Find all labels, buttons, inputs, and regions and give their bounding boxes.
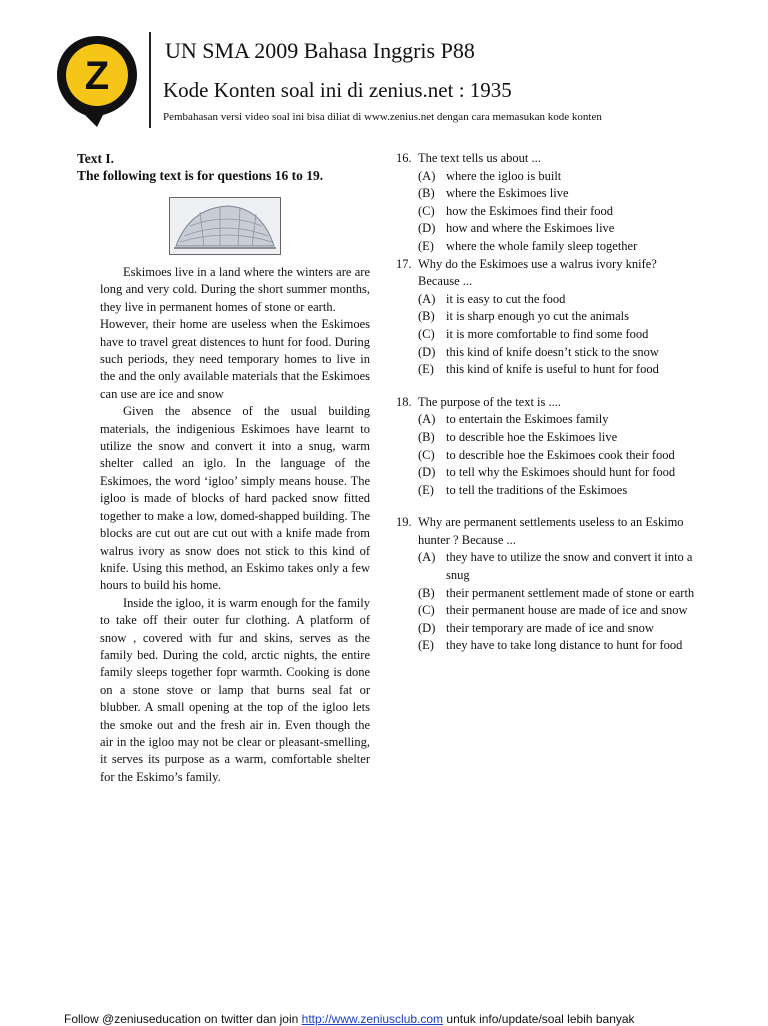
- header-divider: [149, 32, 151, 128]
- option-letter: (A): [418, 291, 436, 306]
- option-letter: (E): [418, 362, 434, 377]
- page-title: UN SMA 2009 Bahasa Inggris P88: [165, 38, 475, 63]
- option-letter: (A): [418, 550, 436, 565]
- option-b[interactable]: [418, 429, 696, 447]
- zeniusclub-link[interactable]: http://www.zeniusclub.com: [301, 1012, 444, 1026]
- option-letter: (E): [418, 482, 434, 497]
- question-number: 17.: [396, 256, 412, 271]
- option-e[interactable]: [418, 361, 696, 379]
- zenius-logo: [54, 33, 140, 128]
- text-label: Text I.: [77, 151, 115, 166]
- option-text: this kind of knife is useful to hunt for food: [446, 362, 659, 377]
- question-list: [396, 150, 696, 655]
- option-letter: (C): [418, 326, 435, 341]
- content-code: Kode Konten soal ini di zenius.net : 1935: [163, 78, 512, 102]
- option-d[interactable]: [418, 220, 696, 238]
- option-letter: (C): [418, 203, 435, 218]
- igloo-image: [169, 197, 281, 255]
- option-text: how the Eskimoes find their food: [446, 203, 613, 218]
- option-b[interactable]: [418, 585, 696, 603]
- option-letter: (D): [418, 344, 436, 359]
- question-19: [396, 514, 696, 655]
- option-text: to describle hoe the Eskimoes live: [446, 429, 618, 444]
- reading-text: [77, 150, 370, 786]
- option-b[interactable]: [418, 185, 696, 203]
- option-text: to tell the traditions of the Eskimoes: [446, 482, 628, 497]
- question-16: [396, 150, 696, 256]
- option-e[interactable]: [418, 238, 696, 256]
- option-letter: (B): [418, 429, 435, 444]
- option-b[interactable]: [418, 308, 696, 326]
- option-e[interactable]: [418, 482, 696, 500]
- option-c[interactable]: [418, 447, 696, 465]
- option-text: their permanent house are made of ice and snow: [446, 603, 688, 618]
- paragraph-3: Given the absence of the usual building materials, the indigenious Eskimoes have learnt to utilize the snow and convert it into a snug, warm shelter called an iglo. In the language of the Eskimoes, the word ‘igloo’ simply means house. The igloo is made of blocks of hard packed snow fitted together to make a low, domed-shapped building. The blocks are cut out are cut out with a knife made from walrus ivory as snow does not stick to this kind of knife. Using this method, an Eskimo takes only a few hours to build his home.: [100, 404, 370, 593]
- option-e[interactable]: [418, 637, 696, 655]
- option-text: it is easy to cut the food: [446, 291, 566, 306]
- question-number: 18.: [396, 394, 412, 409]
- option-text: where the Eskimoes live: [446, 186, 569, 201]
- logo-letter: Z: [84, 54, 110, 98]
- option-letter: (D): [418, 620, 436, 635]
- paragraph-1: Eskimoes live in a land where the winters are are long and very cold. During the short summer months, they live in permanent homes of stone or earth.: [100, 265, 370, 314]
- option-c[interactable]: [418, 326, 696, 344]
- option-text: to describle hoe the Eskimoes cook their food: [446, 447, 675, 462]
- option-text: they have to take long distance to hunt for food: [446, 638, 683, 653]
- text-instruction: The following text is for questions 16 to 19.: [77, 168, 324, 183]
- option-text: it is sharp enough yo cut the animals: [446, 309, 629, 324]
- footer-prefix: Follow @zeniuseducation on twitter dan join: [64, 1012, 302, 1026]
- question-stem: The text tells us about ...: [418, 151, 541, 165]
- option-d[interactable]: [418, 464, 696, 482]
- option-letter: (A): [418, 168, 436, 183]
- option-letter: (B): [418, 585, 435, 600]
- option-letter: (B): [418, 309, 435, 324]
- question-number: 19.: [396, 515, 412, 530]
- option-d[interactable]: [418, 344, 696, 362]
- question-stem: Why do the Eskimoes use a walrus ivory knife? Because ...: [418, 256, 657, 289]
- option-text: this kind of knife doesn’t stick to the snow: [446, 344, 659, 359]
- question-stem: The purpose of the text is ....: [418, 394, 562, 409]
- option-letter: (E): [418, 638, 434, 653]
- paragraph-2: However, their home are useless when the Eskimoes have to travel great distences to hunt for food. During such periods, they need temporary homes to live in the and the only available materials that the Eskimoes can use are ice and snow: [100, 317, 370, 401]
- option-letter: (E): [418, 238, 434, 253]
- question-stem: Why are permanent settlements useless to an Eskimo hunter ? Because ...: [418, 515, 684, 547]
- option-a[interactable]: [418, 168, 696, 186]
- option-a[interactable]: [418, 549, 696, 584]
- option-text: where the igloo is built: [446, 168, 562, 183]
- option-letter: (D): [418, 221, 436, 236]
- option-a[interactable]: [418, 411, 696, 429]
- paragraph-4: Inside the igloo, it is warm enough for the family to take off their outer fur clothing. A platform of snow , covered with fur and skins, serves as the family bed. During the cold, arctic nights, the entire family sleeps together fopr warmth. Cooking is done on a stone stove or lamp that burns seal fat or blubber. A small opening at the top of the igloo lets the smoke out and the fresh air in. Even though the air in the igloo may not be clear or pleasant-smelling, it serves its purpose as a warm, comfortable shelter for the Eskimo’s family.: [100, 595, 370, 784]
- question-17: [396, 256, 696, 379]
- question-number: 16.: [396, 151, 412, 165]
- option-text: where the whole family sleep together: [446, 238, 638, 253]
- option-letter: (D): [418, 465, 436, 480]
- option-letter: (B): [418, 186, 435, 201]
- option-letter: (C): [418, 603, 435, 618]
- option-text: to entertain the Eskimoes family: [446, 412, 609, 427]
- option-letter: (C): [418, 447, 435, 462]
- video-note: Pembahasan versi video soal ini bisa diliat di www.zenius.net dengan cara memasukan kode konten: [163, 111, 602, 123]
- option-text: they have to utilize the snow and convert it into a snug: [446, 550, 693, 583]
- option-c[interactable]: [418, 602, 696, 620]
- footer-suffix: untuk info/update/soal lebih banyak: [443, 1012, 635, 1026]
- option-text: to tell why the Eskimoes should hunt for food: [446, 465, 676, 480]
- option-d[interactable]: [418, 620, 696, 638]
- option-letter: (A): [418, 412, 436, 427]
- option-text: their temporary are made of ice and snow: [446, 620, 654, 635]
- option-text: their permanent settlement made of stone or earth: [446, 585, 695, 600]
- question-18: [396, 394, 696, 500]
- option-text: how and where the Eskimoes live: [446, 221, 615, 236]
- option-text: it is more comfortable to find some food: [446, 326, 649, 341]
- option-c[interactable]: [418, 203, 696, 221]
- option-a[interactable]: [418, 291, 696, 309]
- passage-body: [100, 264, 370, 786]
